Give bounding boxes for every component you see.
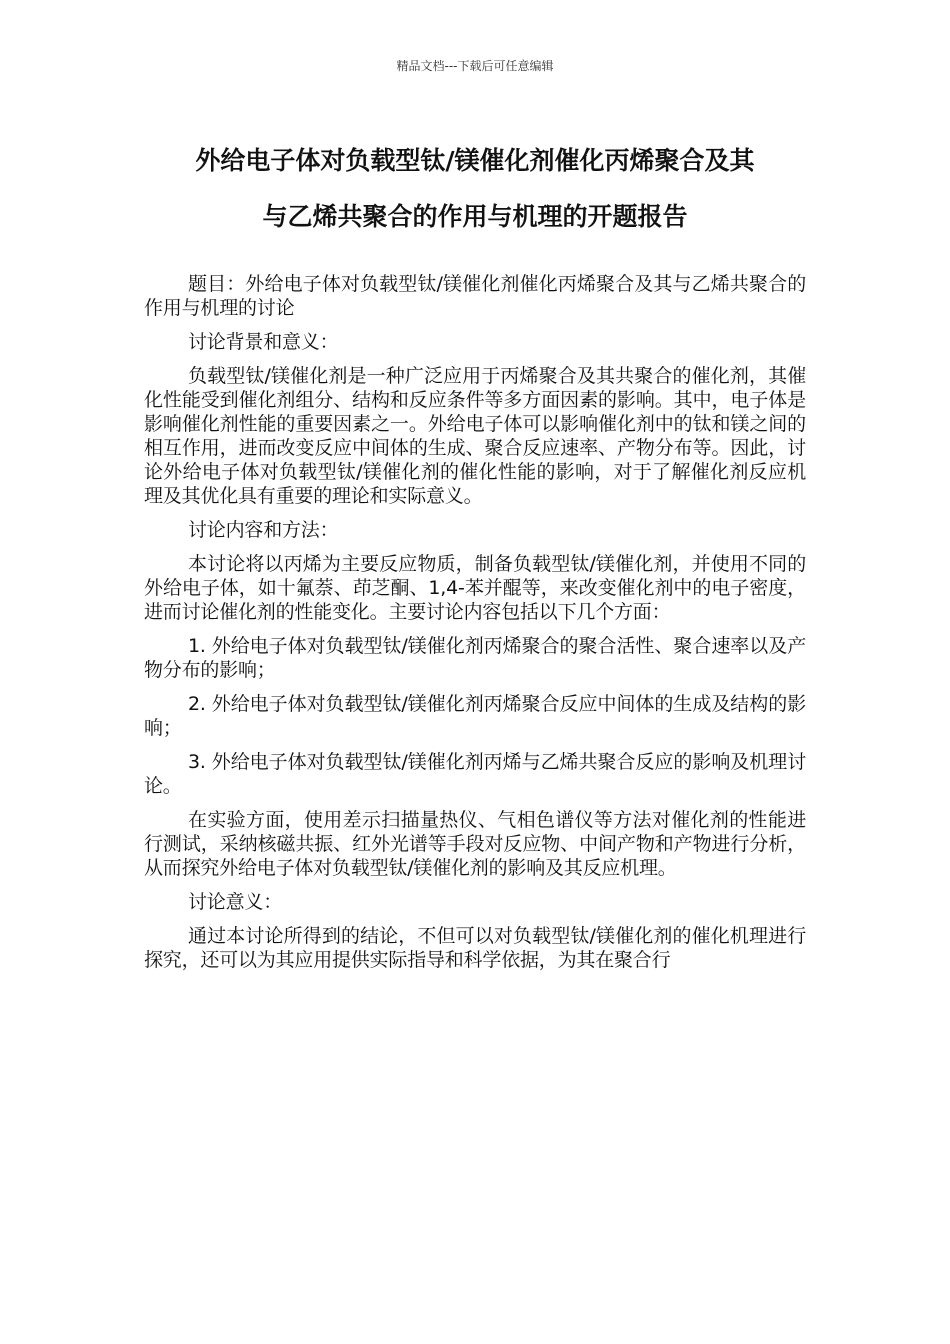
paragraph-topic: 题目：外给电子体对负载型钛/镁催化剂催化丙烯聚合及其与乙烯共聚合的作用与机理的讨论 <box>144 273 806 319</box>
header-note: 精品文档---下载后可任意编辑 <box>396 59 554 73</box>
list-item-2: 2. 外给电子体对负载型钛/镁催化剂丙烯聚合反应中间体的生成及结构的影响； <box>144 693 806 739</box>
list-item-3: 3. 外给电子体对负载型钛/镁催化剂丙烯与乙烯共聚合反应的影响及机理讨论。 <box>144 751 806 797</box>
paragraph-content: 本讨论将以丙烯为主要反应物质，制备负载型钛/镁催化剂，并使用不同的外给电子体，如十氟萘、茚芝酮、1,4-苯并醌等，来改变催化剂中的电子密度，进而讨论催化剂的性能变化。主要讨论内容包括以下几个方面： <box>144 553 806 623</box>
document-body <box>144 272 806 982</box>
document-title <box>120 133 830 245</box>
list-item-1: 1. 外给电子体对负载型钛/镁催化剂丙烯聚合的聚合活性、聚合速率以及产物分布的影响； <box>144 635 806 681</box>
heading-content-methods: 讨论内容和方法： <box>188 519 339 541</box>
heading-significance: 讨论意义： <box>188 891 283 913</box>
title-line-2: 与乙烯共聚合的作用与机理的开题报告 <box>262 202 688 231</box>
paragraph-significance: 通过本讨论所得到的结论，不但可以对负载型钛/镁催化剂的催化机理进行探究，还可以为其应用提供实际指导和科学依据，为其在聚合行 <box>144 925 806 971</box>
paragraph-background: 负载型钛/镁催化剂是一种广泛应用于丙烯聚合及其共聚合的催化剂，其催化性能受到催化剂组分、结构和反应条件等多方面因素的影响。其中，电子体是影响催化剂性能的重要因素之一。外给电子体可以影响催化剂中的钛和镁之间的相互作用，进而改变反应中间体的生成、聚合反应速率、产物分布等。因此，讨论外给电子体对负载型钛/镁催化剂的催化性能的影响，对于了解催化剂反应机理及其优化具有重要的理论和实际意义。 <box>144 365 806 507</box>
title-line-1: 外给电子体对负载型钛/镁催化剂催化丙烯聚合及其 <box>195 146 755 175</box>
heading-background: 讨论背景和意义： <box>188 331 339 353</box>
paragraph-experiment: 在实验方面，使用差示扫描量热仪、气相色谱仪等方法对催化剂的性能进行测试，采纳核磁共振、红外光谱等手段对反应物、中间产物和产物进行分析，从而探究外给电子体对负载型钛/镁催化剂的影响及其反应机理。 <box>144 809 806 879</box>
